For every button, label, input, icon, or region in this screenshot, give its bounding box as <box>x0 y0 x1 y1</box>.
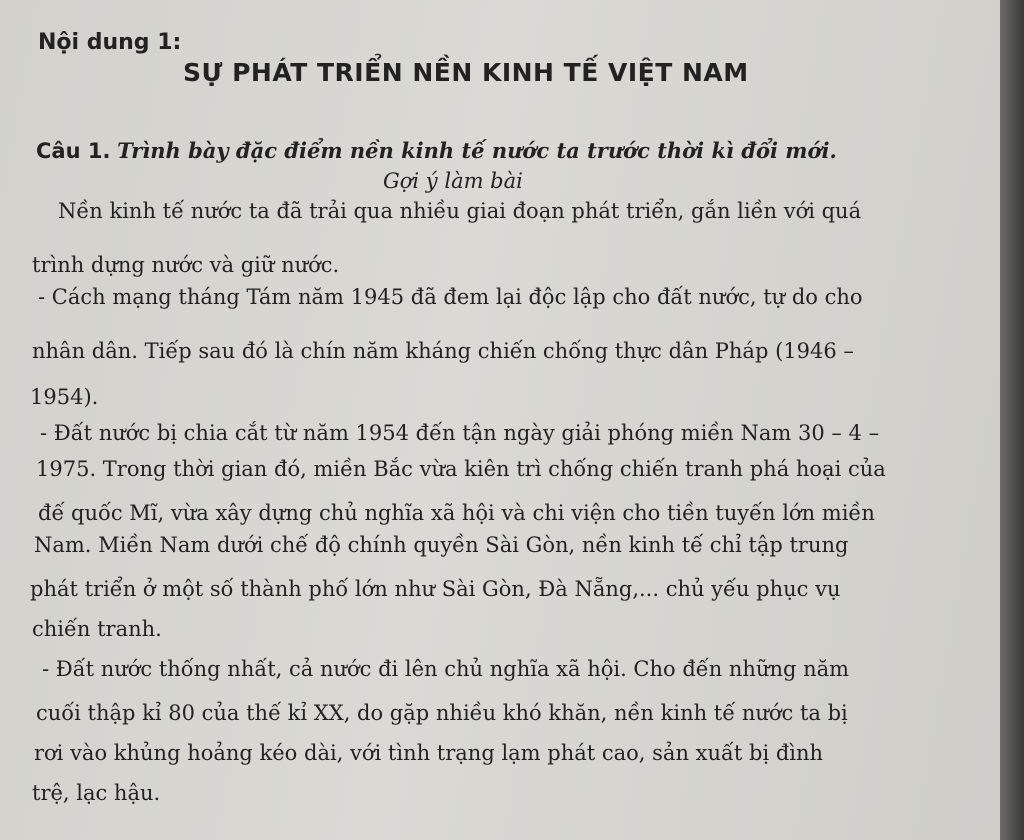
text-line: cuối thập kỉ 80 của thế kỉ XX, do gặp nhiều khó khăn, nền kinh tế nước ta bị <box>36 701 848 725</box>
text-line: Nền kinh tế nước ta đã trải qua nhiều giai đoạn phát triển, gắn liền với quá <box>58 199 862 223</box>
text-line: Nam. Miền Nam dưới chế độ chính quyền Sài Gòn, nền kinh tế chỉ tập trung <box>34 533 849 557</box>
question-label: Câu 1. <box>36 139 111 163</box>
book-spine-edge <box>1000 0 1024 840</box>
text-line: - Đất nước bị chia cắt từ năm 1954 đến tận ngày giải phóng miền Nam 30 – 4 – <box>40 421 880 445</box>
text-line: phát triển ở một số thành phố lớn như Sài Gòn, Đà Nẵng,... chủ yếu phục vụ <box>30 577 841 601</box>
text-line: - Cách mạng tháng Tám năm 1945 đã đem lại độc lập cho đất nước, tự do cho <box>38 285 863 309</box>
page-title: SỰ PHÁT TRIỂN NỀN KINH TẾ VIỆT NAM <box>183 58 749 87</box>
text-line: trình dựng nước và giữ nước. <box>32 253 340 277</box>
text-line: nhân dân. Tiếp sau đó là chín năm kháng chiến chống thực dân Pháp (1946 – <box>32 339 854 363</box>
question-text: Trình bày đặc điểm nền kinh tế nước ta trước thời kì đổi mới. <box>117 138 837 163</box>
text-line: - Đất nước thống nhất, cả nước đi lên chủ nghĩa xã hội. Cho đến những năm <box>42 657 850 681</box>
text-line: rơi vào khủng hoảng kéo dài, với tình trạng lạm phát cao, sản xuất bị đình <box>34 741 824 765</box>
section-label: Nội dung 1: <box>38 30 182 55</box>
text-line: trệ, lạc hậu. <box>32 781 161 805</box>
text-line: chiến tranh. <box>32 617 162 641</box>
text-line: đế quốc Mĩ, vừa xây dựng chủ nghĩa xã hội và chi viện cho tiền tuyến lớn miền <box>38 501 875 525</box>
text-line: 1975. Trong thời gian đó, miền Bắc vừa kiên trì chống chiến tranh phá hoại của <box>36 457 886 481</box>
question <box>36 138 837 164</box>
text-line: 1954). <box>30 385 99 409</box>
hint-heading: Gợi ý làm bài <box>383 169 523 193</box>
